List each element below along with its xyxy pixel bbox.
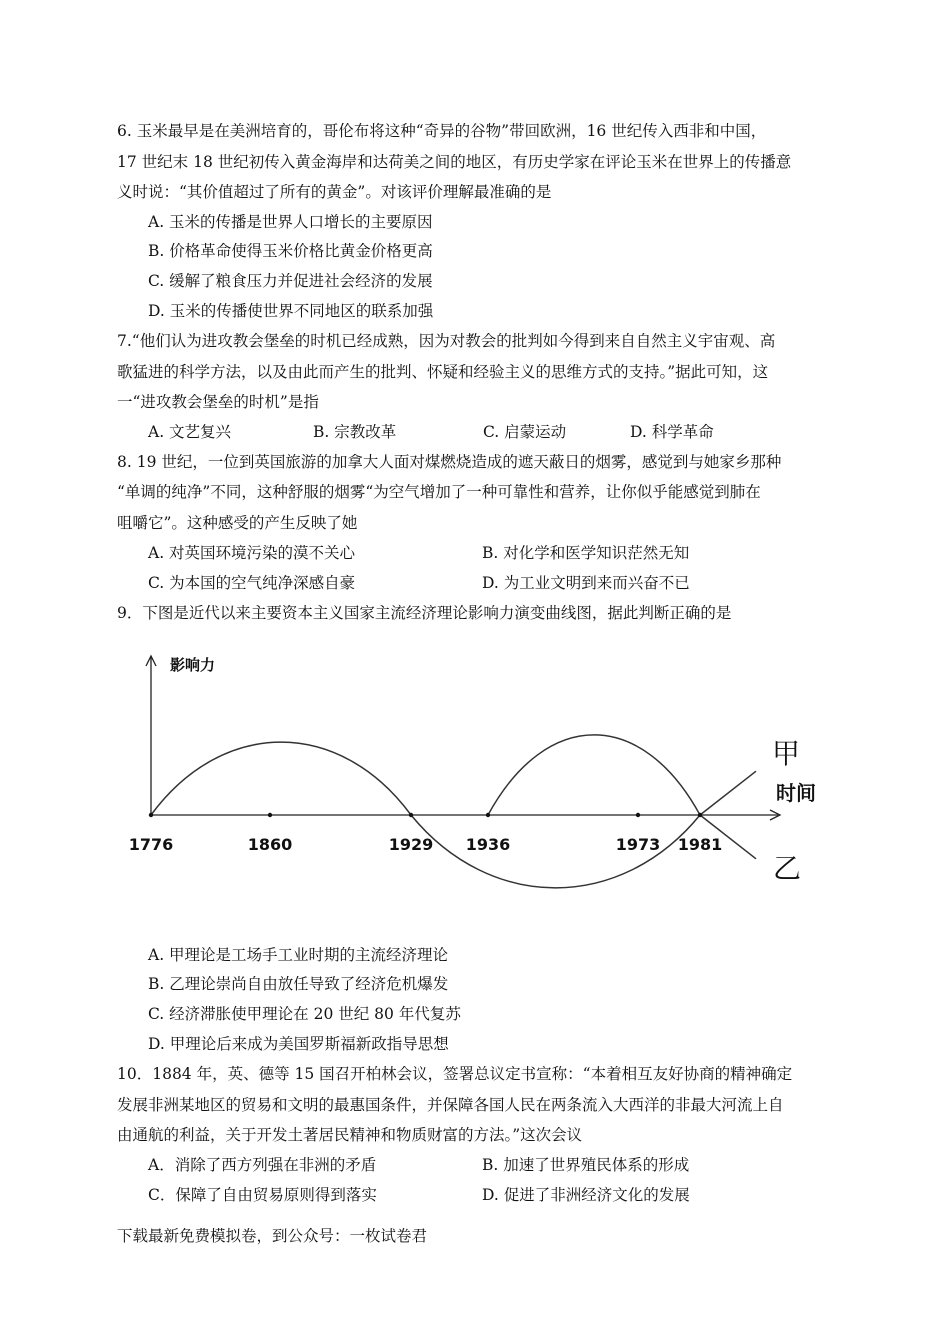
tick-dot-1973 — [636, 813, 640, 817]
q9-option-a: A. 甲理论是工场手工业时期的主流经济理论 — [148, 946, 449, 964]
q10-option-a: A．消除了西方列强在非洲的矛盾 — [148, 1156, 377, 1174]
tick-label-1936: 1936 — [465, 835, 511, 854]
q10-stem-line-1: 10．1884 年，英、德等 15 国召开柏林会议，签署总议定书宣称：“本着相互友好协商的精神确定 — [117, 1065, 793, 1083]
q6-option-c: C. 缓解了粮食压力并促进社会经济的发展 — [148, 272, 433, 290]
q8-stem-line-2: “单调的纯净”不同，这种舒服的烟雾“为空气增加了一种可靠性和营养，让你似乎能感觉到肺在 — [117, 483, 761, 501]
y-axis-label: 影响力 — [170, 656, 216, 674]
influence-chart — [128, 648, 850, 898]
q9-stem-line-1: 9．下图是近代以来主要资本主义国家主流经济理论影响力演变曲线图，据此判断正确的是 — [117, 604, 732, 622]
q8-stem-line-1: 8. 19 世纪，一位到英国旅游的加拿大人面对煤燃烧造成的遮天蔽日的烟雾，感觉到与她家乡那种 — [117, 453, 782, 471]
series-label-yi: 乙 — [773, 852, 802, 885]
tick-label-1776: 1776 — [128, 835, 174, 854]
q8-option-b: B. 对化学和医学知识茫然无知 — [482, 544, 690, 562]
q10-option-d: D. 促进了非洲经济文化的发展 — [482, 1186, 690, 1204]
q6-option-a: A. 玉米的传播是世界人口增长的主要原因 — [148, 213, 433, 231]
q10-option-c: C．保障了自由贸易原则得到落实 — [148, 1186, 377, 1204]
tick-label-1981: 1981 — [677, 835, 723, 854]
q9-option-d: D. 甲理论后来成为美国罗斯福新政指导思想 — [148, 1035, 449, 1053]
tick-label-1860: 1860 — [247, 835, 293, 854]
q10-stem-line-3: 由通航的利益，关于开发土著居民精神和物质财富的方法。”这次会议 — [117, 1126, 583, 1144]
q9-option-c: C. 经济滞胀使甲理论在 20 世纪 80 年代复苏 — [148, 1005, 461, 1023]
series-label-jia: 甲 — [772, 737, 801, 770]
footer-note: 下载最新免费模拟卷，到公众号：一枚试卷君 — [117, 1227, 428, 1245]
q7-option-a: A. 文艺复兴 — [148, 423, 232, 441]
q7-stem-line-1: 7.“他们认为进攻教会堡垒的时机已经成熟，因为对教会的批判如今得到来自自然主义宇宙观、高 — [117, 332, 776, 350]
tick-dot-1776 — [149, 813, 153, 817]
x-axis-label: 时间 — [776, 781, 816, 805]
curve-jia-segment-1 — [151, 742, 411, 815]
tick-dot-1936 — [486, 813, 490, 817]
q6-stem-line-3: 义时说：“其价值超过了所有的黄金”。对该评价理解最准确的是 — [117, 183, 552, 201]
tick-label-1973: 1973 — [615, 835, 661, 854]
tick-label-1929: 1929 — [388, 835, 434, 854]
q10-option-b: B. 加速了世界殖民体系的形成 — [482, 1156, 690, 1174]
q7-stem-line-3: 一“进攻教会堡垒的时机”是指 — [117, 393, 319, 411]
q7-stem-line-2: 歌猛进的科学方法，以及由此而产生的批判、怀疑和经验主义的思维方式的支持。”据此可知，这 — [117, 363, 769, 381]
tick-dot-1860 — [268, 813, 272, 817]
curve-jia-segment-2 — [488, 735, 700, 815]
q6-option-b: B. 价格革命使得玉米价格比黄金价格更高 — [148, 242, 433, 260]
q7-option-b: B. 宗教改革 — [313, 423, 397, 441]
tick-dot-1981 — [698, 813, 702, 817]
q8-option-c: C. 为本国的空气纯净深感自豪 — [148, 574, 356, 592]
tick-dot-1929 — [409, 813, 413, 817]
q8-option-d: D. 为工业文明到来而兴奋不已 — [482, 574, 690, 592]
q8-stem-line-3: 咀嚼它”。这种感受的产生反映了她 — [117, 514, 358, 532]
curve-jia-tail — [700, 771, 756, 815]
q6-stem-line-1: 6. 玉米最早是在美洲培育的，哥伦布将这种“奇异的谷物”带回欧洲，16 世纪传入西非和中国， — [117, 122, 767, 140]
influence-chart-svg — [128, 648, 850, 898]
q7-option-d: D. 科学革命 — [630, 423, 714, 441]
q7-option-c: C. 启蒙运动 — [483, 423, 567, 441]
q9-option-b: B. 乙理论崇尚自由放任导致了经济危机爆发 — [148, 975, 449, 993]
q6-stem-line-2: 17 世纪末 18 世纪初传入黄金海岸和达荷美之间的地区，有历史学家在评论玉米在世界上的传播意 — [117, 153, 792, 171]
q6-option-d: D. 玉米的传播使世界不同地区的联系加强 — [148, 302, 434, 320]
q10-stem-line-2: 发展非洲某地区的贸易和文明的最惠国条件，并保障各国人民在两条流入大西洋的非最大河流上自 — [117, 1096, 784, 1114]
q8-option-a: A. 对英国环境污染的漠不关心 — [148, 544, 356, 562]
